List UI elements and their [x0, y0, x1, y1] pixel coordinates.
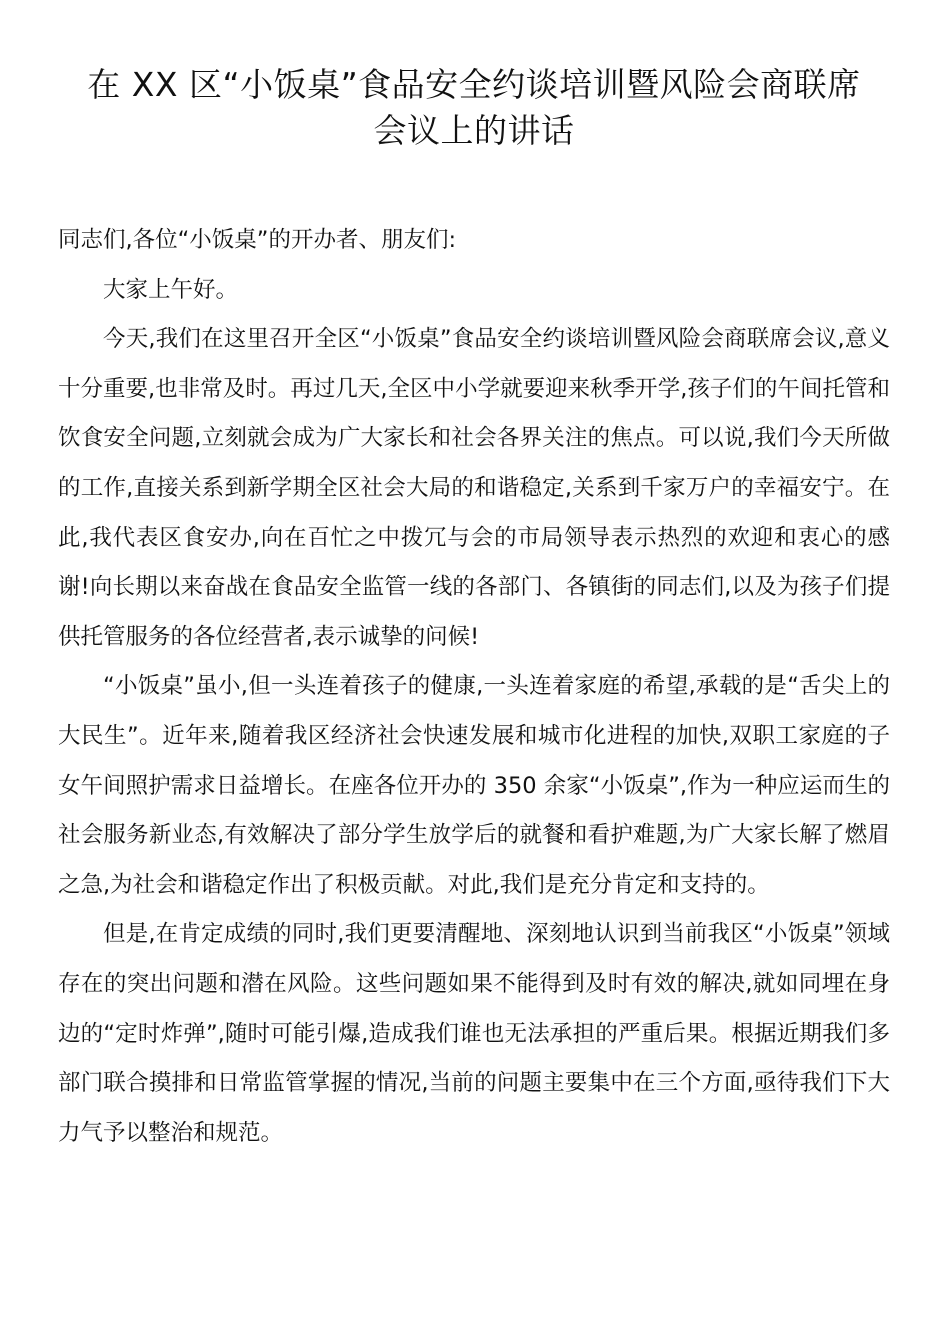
document-body [58, 216, 890, 1158]
paragraph-xiaofanzhuo-value: “小饭桌”虽小,但一头连着孩子的健康,一头连着家庭的希望,承载的是“舌尖上的大民生”。近年来,随着我区经济社会快速发展和城市化进程的加快,双职工家庭的子女午间照护需求日益增长。在座各位开办的 350 余家“小饭桌”,作为一种应运而生的社会服务新业态,有效解决了部分学生放学后的就餐和看护难题,为广大家长解了燃眉之急,为社会和谐稳定作出了积极贡献。对此,我们是充分肯定和支持的。 [58, 673, 890, 898]
title-line-2: 会议上的讲话 [373, 111, 575, 150]
document-title [58, 62, 890, 154]
title-line-1: 在 XX 区“小饭桌”食品安全约谈培训暨风险会商联席 [87, 65, 861, 104]
paragraph-greeting: 大家上午好。 [103, 276, 239, 303]
salutation: 同志们,各位“小饭桌”的开办者、朋友们: [58, 227, 457, 253]
paragraph-problems-risks: 但是,在肯定成绩的同时,我们更要清醒地、深刻地认识到当前我区“小饭桌”领域存在的突出问题和潜在风险。这些问题如果不能得到及时有效的解决,就如同埋在身边的“定时炸弹”,随时可能引爆,造成我们谁也无法承担的严重后果。根据近期我们多部门联合摸排和日常监管掌握的情况,当前的问题主要集中在三个方面,亟待我们下大力气予以整治和规范。 [58, 921, 890, 1146]
paragraph-meeting-significance: 今天,我们在这里召开全区“小饭桌”食品安全约谈培训暨风险会商联席会议,意义十分重要,也非常及时。再过几天,全区中小学就要迎来秋季开学,孩子们的午间托管和饮食安全问题,立刻就会成为广大家长和社会各界关注的焦点。可以说,我们今天所做的工作,直接关系到新学期全区社会大局的和谐稳定,关系到千家万户的幸福安宁。在此,我代表区食安办,向在百忙之中拨冗与会的市局领导表示热烈的欢迎和衷心的感谢!向长期以来奋战在食品安全监管一线的各部门、各镇街的同志们,以及为孩子们提供托管服务的各位经营者,表示诚挚的问候! [58, 326, 890, 650]
